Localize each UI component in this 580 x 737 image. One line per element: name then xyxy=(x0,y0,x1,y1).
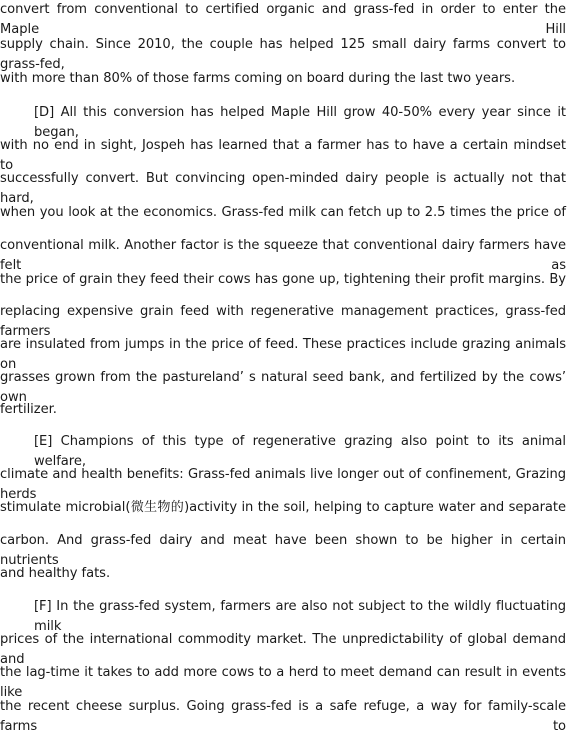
paragraph-e-line-1: [E] Champions of this type of regenerative grazing also point to its animal welfare, xyxy=(34,434,566,469)
text-line-15: climate and health benefits: Grass-fed animals live longer out of confinement, Grazing herds xyxy=(0,467,566,502)
text-line-7: when you look at the economics. Grass-fed milk can fetch up to 2.5 times the price of xyxy=(0,205,566,220)
paragraph-f-line-1: [F] In the grass-fed system, farmers are also not subject to the wildly fluctuating milk xyxy=(34,599,566,634)
text-line-18: and healthy fats. xyxy=(0,566,111,581)
text-line-12: grasses grown from the pastureland’ s natural seed bank, and fertilized by the cows’ own xyxy=(0,370,566,405)
text-line-13: fertilizer. xyxy=(0,402,57,417)
text-line-3: with more than 80% of those farms coming on board during the last two years. xyxy=(0,71,516,86)
text-line-2: supply chain. Since 2010, the couple has helped 125 small dairy farms convert to grass-fed, xyxy=(0,37,566,72)
text-line-8: conventional milk. Another factor is the squeeze that conventional dairy farmers have felt as xyxy=(0,238,566,273)
text-line-21: the lag-time it takes to add more cows to a herd to meet demand can result in events like xyxy=(0,665,566,700)
text-line-5: with no end in sight, Jospeh has learned that a farmer has to have a certain mindset to xyxy=(0,138,566,173)
paragraph-d-line-1: [D] All this conversion has helped Maple Hill grow 40-50% every year since it began, xyxy=(34,105,566,140)
text-line-11: are insulated from jumps in the price of feed. These practices include grazing animals on xyxy=(0,337,566,372)
text-line-1: convert from conventional to certified organic and grass-fed in order to enter the Maple Hill xyxy=(0,2,566,37)
text-line-10: replacing expensive grain feed with regenerative management practices, grass-fed farmers xyxy=(0,304,566,339)
text-line-9: the price of grain they feed their cows has gone up, tightening their profit margins. By xyxy=(0,272,566,287)
text-line-17: carbon. And grass-fed dairy and meat have been shown to be higher in certain nutrients xyxy=(0,533,566,568)
text-line-20: prices of the international commodity market. The unpredictability of global demand and xyxy=(0,632,566,667)
text-line-16: stimulate microbial(微生物的)activity in the soil, helping to capture water and separate xyxy=(0,500,566,515)
text-line-22: the recent cheese surplus. Going grass-fed is a safe refuge, a way for family-scale farms to xyxy=(0,699,566,734)
text-line-6: successfully convert. But convincing open-minded dairy people is actually not that hard, xyxy=(0,171,566,206)
